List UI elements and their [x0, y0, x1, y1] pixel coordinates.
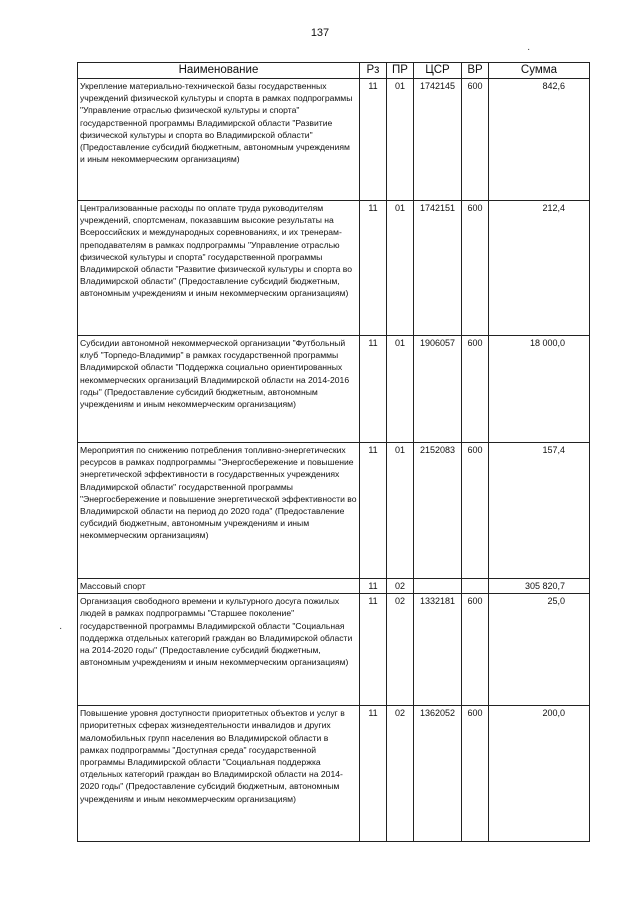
scan-speck: · [527, 44, 531, 55]
row-sum: 18 000,0 [489, 336, 590, 443]
table-row [78, 594, 590, 706]
row-vr: 600 [462, 443, 489, 579]
table-row [78, 201, 590, 336]
row-csr: 1742151 [414, 201, 462, 336]
header-rz: Рз [360, 63, 387, 79]
row-csr: 1332181 [414, 594, 462, 706]
header-sum: Сумма [489, 63, 590, 79]
header-name: Наименование [78, 63, 360, 79]
row-vr: 600 [462, 79, 489, 201]
row-name: Централизованные расходы по оплате труда руководителям учреждений, спортсменам, показавшим высокие результаты на Всероссийских и международных соревнованиях, и их тренерам-преподавателям в рамках подпрограммы "Управление отраслью физической культуры и спорта" государственной программы Владимирской области "Развитие физической культуры и спорта во Владимирской области" (Предоставление субсидий бюджетным, автономным учреждениям и иным некоммерческим организациям) [78, 201, 360, 336]
table-row [78, 706, 590, 842]
row-pr: 02 [387, 706, 414, 842]
row-sum: 25,0 [489, 594, 590, 706]
row-csr: 1906057 [414, 336, 462, 443]
row-vr: 600 [462, 706, 489, 842]
row-rz: 11 [360, 594, 387, 706]
row-vr: 600 [462, 201, 489, 336]
row-vr [462, 579, 489, 594]
row-pr: 02 [387, 594, 414, 706]
row-csr: 1742145 [414, 79, 462, 201]
header-vr: ВР [462, 63, 489, 79]
row-csr: 2152083 [414, 443, 462, 579]
row-pr: 01 [387, 201, 414, 336]
row-name: Повышение уровня доступности приоритетных объектов и услуг в приоритетных сферах жизнедеятельности инвалидов и других маломобильных групп населения во Владимирской области в рамках подпрограммы "Доступная среда" государственной программы Владимирской области "Социальная поддержка отдельных категорий граждан во Владимирской области на 2014-2020 годы" (Предоставление субсидий бюджетным, автономным учреждениям и иным некоммерческим организациям) [78, 706, 360, 842]
row-name: Организация свободного времени и культурного досуга пожилых людей в рамках подпрограммы "Старшее поколение" государственной программы Владимирской области "Социальная поддержка отдельных категорий граждан во Владимирской области на 2014-2020 годы" (Предоставление субсидий бюджетным, автономным учреждениям и иным некоммерческим организациям) [78, 594, 360, 706]
table-row [78, 79, 590, 201]
table-row [78, 443, 590, 579]
header-pr: ПР [387, 63, 414, 79]
row-rz: 11 [360, 443, 387, 579]
row-rz: 11 [360, 79, 387, 201]
table-row [78, 336, 590, 443]
row-rz: 11 [360, 706, 387, 842]
row-pr: 02 [387, 579, 414, 594]
row-sum: 200,0 [489, 706, 590, 842]
row-sum: 212,4 [489, 201, 590, 336]
table-row [78, 579, 590, 594]
row-name: Укрепление материально-технической базы государственных учреждений физической культуры и спорта в рамках подпрограммы "Управление отраслью физической культуры и спорта" государственной программы Владимирской области "Развитие физической культуры и спорта во Владимирской области" (Предоставление субсидий бюджетным, автономным учреждениям и иным некоммерческим организациям) [78, 79, 360, 201]
row-pr: 01 [387, 443, 414, 579]
row-rz: 11 [360, 336, 387, 443]
table-header-row [78, 63, 590, 79]
row-csr: 1362052 [414, 706, 462, 842]
page-number: 137 [310, 27, 330, 39]
row-name: Мероприятия по снижению потребления топливно-энергетических ресурсов в рамках подпрограммы "Энергосбережение и повышение энергетической эффективности в государственных учреждениях Владимирской области" государственной программы "Энергосбережение и повышение энергетической эффективности во Владимирской области на период до 2020 года" (Предоставление субсидий бюджетным, автономным учреждениям и иным некоммерческим организациям) [78, 443, 360, 579]
row-vr: 600 [462, 594, 489, 706]
row-rz: 11 [360, 579, 387, 594]
row-csr [414, 579, 462, 594]
header-csr: ЦСР [414, 63, 462, 79]
row-pr: 01 [387, 336, 414, 443]
row-rz: 11 [360, 201, 387, 336]
row-sum: 305 820,7 [489, 579, 590, 594]
row-pr: 01 [387, 79, 414, 201]
row-name: Субсидии автономной некоммерческой организации "Футбольный клуб "Торпедо-Владимир" в рамках государственной программы Владимирской области "Поддержка социально ориентированных некоммерческих организаций Владимирской области на 2014-2016 годы" (Предоставление субсидий бюджетным, автономным учреждениям и иным некоммерческим организациям) [78, 336, 360, 443]
scan-speck: · [59, 623, 63, 634]
budget-table [77, 62, 590, 842]
row-vr: 600 [462, 336, 489, 443]
row-sum: 157,4 [489, 443, 590, 579]
row-name: Массовый спорт [78, 579, 360, 594]
row-sum: 842,6 [489, 79, 590, 201]
